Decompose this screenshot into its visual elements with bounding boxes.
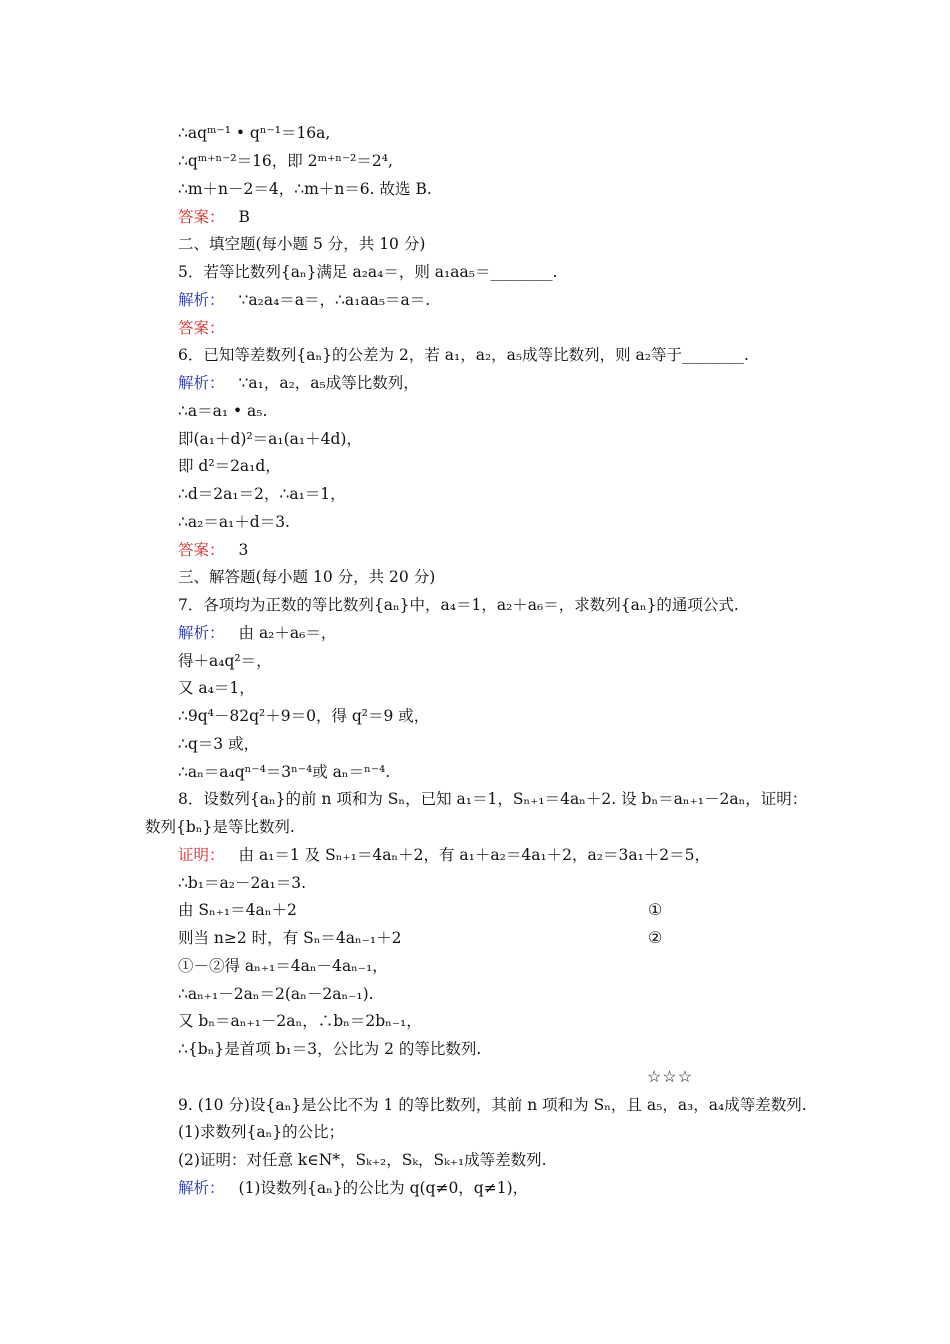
text-line: 即(a₁＋d)²＝a₁(a₁＋4d)， (178, 430, 362, 448)
analysis-label: 解析： (178, 624, 225, 642)
answer-line: 答案： 3 (178, 538, 248, 562)
text-line: ①－②得 aₙ₊₁＝4aₙ－4aₙ₋₁， (178, 957, 388, 975)
star-divider: ☆☆☆ (647, 1067, 694, 1086)
equation-marker-1: ① (648, 900, 663, 919)
analysis-label: 解析： (178, 374, 225, 392)
answer-line (178, 316, 239, 340)
analysis-label: 解析： (178, 1179, 225, 1197)
text-line: 又 a₄＝1， (178, 679, 255, 697)
section-heading: 三、解答题(每小题 10 分，共 20 分) (178, 568, 436, 586)
analysis-line: 解析： ∵a₁，a₂，a₅成等比数列， (178, 371, 419, 395)
equation-marker-2: ② (648, 928, 663, 947)
text-line: ∴a₂＝a₁＋d＝3. (178, 513, 290, 531)
text-line: 得＋a₄q²＝， (178, 652, 272, 670)
text-line: (1)求数列{aₙ}的公比； (178, 1123, 345, 1141)
text-line: ∴b₁＝a₂－2a₁＝3. (178, 874, 307, 892)
answer-label: 答案： (178, 319, 225, 337)
text-line: 则当 n≥2 时，有 Sₙ＝4aₙ₋₁＋2 (178, 929, 402, 947)
question-8: 8．设数列{aₙ}的前 n 项和为 Sₙ，已知 a₁＝1，Sₙ₊₁＝4aₙ＋2. 设 bₙ＝aₙ₊₁－2aₙ，证明： (178, 790, 808, 808)
question-7: 7．各项均为正数的等比数列{aₙ}中，a₄＝1，a₂＋a₆＝，求数列{aₙ}的通项公式. (178, 596, 739, 614)
text-line: ∴9q⁴－82q²＋9＝0，得 q²＝9 或， (178, 707, 430, 725)
question-6: 6．已知等差数列{aₙ}的公差为 2，若 a₁，a₂，a₅成等比数列，则 a₂等于________. (178, 346, 749, 364)
text-line: ∴a＝a₁ • a₅. (178, 402, 268, 420)
text-line: (2)证明：对任意 k∈N*，Sₖ₊₂，Sₖ，Sₖ₊₁成等差数列. (178, 1151, 547, 1169)
proof-label: 证明： (178, 846, 225, 864)
text-line: ∴m＋n－2＝4，∴m＋n＝6. 故选 B. (178, 180, 432, 198)
answer-line: 答案： B (178, 205, 250, 229)
answer-label: 答案： (178, 541, 225, 559)
section-heading: 二、填空题(每小题 5 分，共 10 分) (178, 235, 426, 253)
question-5: 5．若等比数列{aₙ}满足 a₂a₄＝，则 a₁aa₅＝________. (178, 263, 558, 281)
text-line: ∴qᵐ⁺ⁿ⁻²＝16，即 2ᵐ⁺ⁿ⁻²＝2⁴, (178, 152, 393, 170)
question-9: 9. (10 分)设{aₙ}是公比不为 1 的等比数列，其前 n 项和为 Sₙ，且 a₅，a₃，a₄成等差数列. (178, 1096, 807, 1114)
analysis-line: 解析： (1)设数列{aₙ}的公比为 q(q≠0，q≠1)， (178, 1176, 528, 1200)
text-line: ∴aₙ₊₁－2aₙ＝2(aₙ－2aₙ₋₁). (178, 985, 374, 1003)
text-line: 即 d²＝2a₁d， (178, 457, 281, 475)
text-line: ∴aqᵐ⁻¹ • qⁿ⁻¹＝16a, (178, 124, 331, 142)
text-line: ∴aₙ＝a₄qⁿ⁻⁴＝3ⁿ⁻⁴或 aₙ＝ⁿ⁻⁴. (178, 763, 391, 781)
analysis-line: 解析： ∵a₂a₄＝a＝，∴a₁aa₅＝a＝. (178, 288, 430, 312)
answer-label: 答案： (178, 208, 225, 226)
question-8-cont: 数列{bₙ}是等比数列. (145, 818, 295, 836)
text-line: 又 bₙ＝aₙ₊₁－2aₙ，∴bₙ＝2bₙ₋₁， (178, 1012, 422, 1030)
text-line: ∴d＝2a₁＝2，∴a₁＝1， (178, 485, 346, 503)
text-line: 由 Sₙ₊₁＝4aₙ＋2 (178, 901, 297, 919)
proof-line: 证明： 由 a₁＝1 及 Sₙ₊₁＝4aₙ＋2，有 a₁＋a₂＝4a₁＋2，a₂＝3a₁＋2＝5， (178, 843, 710, 867)
text-line: ∴q＝3 或， (178, 735, 260, 753)
text-line: ∴{bₙ}是首项 b₁＝3，公比为 2 的等比数列. (178, 1040, 482, 1058)
analysis-line: 解析： 由 a₂＋a₆＝， (178, 621, 336, 645)
analysis-label: 解析： (178, 291, 225, 309)
